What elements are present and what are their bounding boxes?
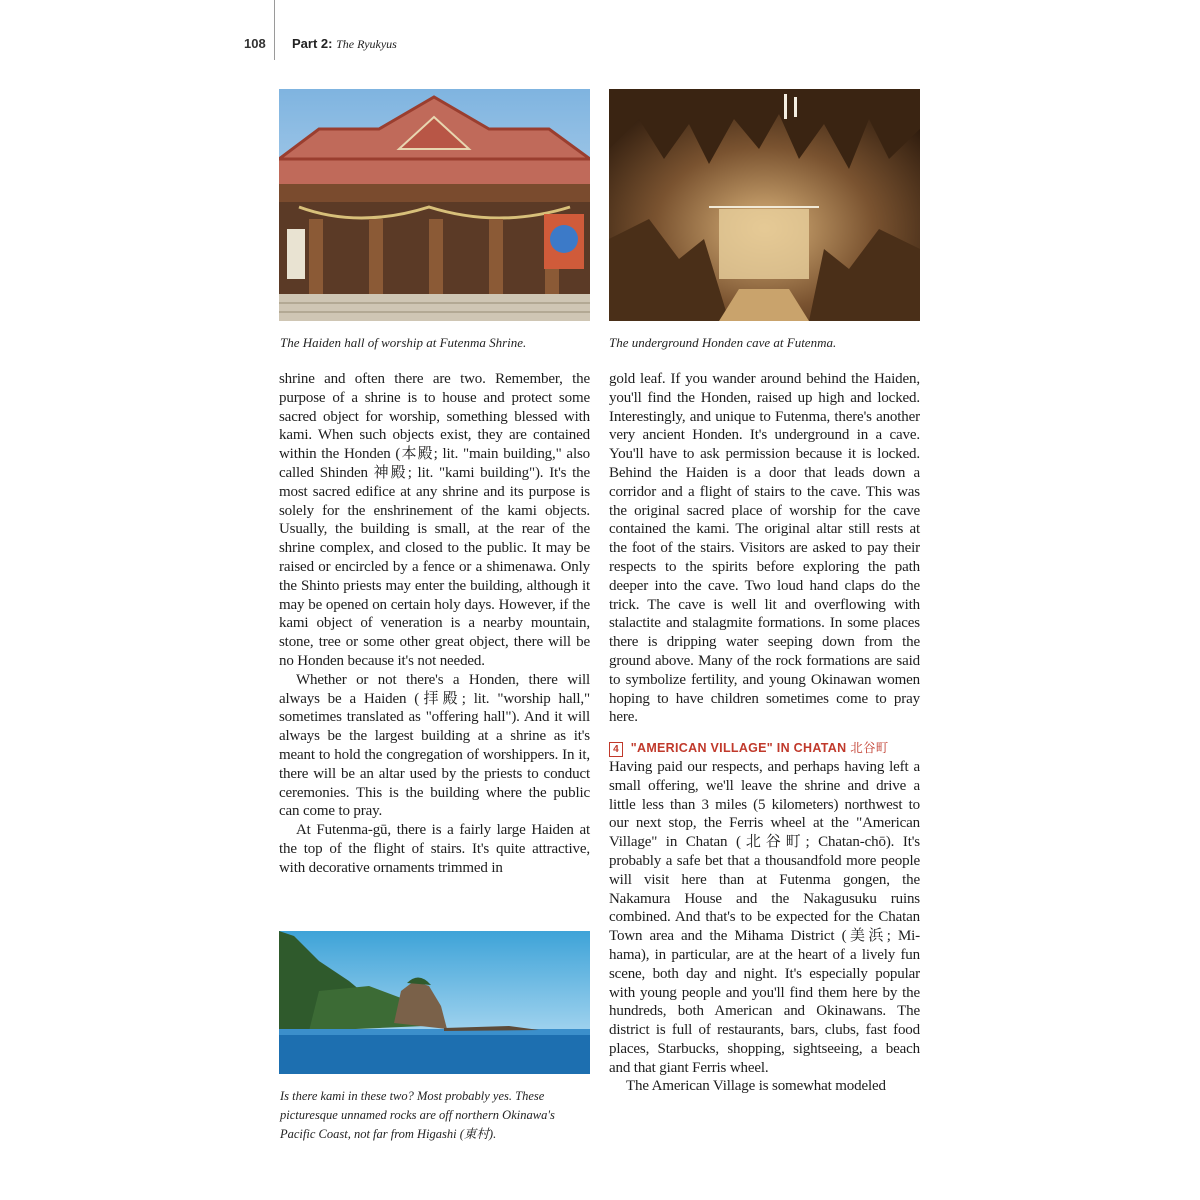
haiden-caption: The Haiden hall of worship at Futenma Shrine. xyxy=(280,335,527,350)
section-number: 4 xyxy=(609,742,623,757)
haiden-photo xyxy=(279,89,590,321)
part-label: Part 2: The Ryukyus xyxy=(292,36,397,51)
right-paragraph-1: gold leaf. If you wander around behind the Haiden, you'll find the Honden, raised up high and locked. Interestingly, and unique to Futenma, there's another very ancient Honden. It's underground in a cave. You'll have to ask permission because it is locked. Behind the Haiden is a door that leads down a corridor and a flight of stairs to the cave. This was the original sacred place of worship for the cave contained the kami. The original altar still rests at the foot of the stairs. Visitors are asked to pay their respects to the spirits before exploring the path deeper into the cave. Two loud hand claps do the trick. The cave is well lit and overflowing with stalactite and stalagmite formations. In some places there is dripping water seeping down from the ground above. Many of the rock formations are said to symbolize fertility, and young Okinawan women hoping to have children sometimes come to pray here. xyxy=(609,371,920,726)
section-heading xyxy=(609,739,920,758)
cave-photo xyxy=(609,89,920,321)
cave-caption: The underground Honden cave at Futenma. xyxy=(609,335,837,350)
section-kanji: 北谷町 xyxy=(850,740,889,756)
left-paragraph-3: At Futenma-gū, there is a fairly large Haiden at the top of the flight of stairs. It's quite attractive, with decorative ornaments trimmed in xyxy=(279,822,590,876)
right-paragraph-2: Having paid our respects, and perhaps having left a small offering, we'll leave the shrine and drive a little less than 3 miles (5 kilometers) northwest to our next stop, the Ferris wheel at the "American Village" in Chatan (北谷町; Chatan-chō). It's probably a safe bet that a thousandfold more people will visit here than at Futenma gongen, the Nakamura House and the Nakagusuku ruins combined. And that's to be expected for the Chatan Town area and the Mihama District (美浜; Mi-hama), in particular, are at the heart of a lively fun scene, both day and night. It's especially popular with young people and you'll find them here by the hundreds, both American and Okinawans. The district is full of restaurants, bars, clubs, fast food places, Starbucks, shopping, sightseeing, a beach and that giant Ferris wheel. xyxy=(609,758,920,1076)
cave-image xyxy=(609,89,920,321)
header-divider xyxy=(274,0,275,60)
rocks-image xyxy=(279,931,590,1074)
right-column xyxy=(609,370,920,1096)
haiden-image xyxy=(279,89,590,321)
right-paragraph-3: The American Village is somewhat modeled xyxy=(626,1078,886,1095)
rocks-caption: Is there kami in these two? Most probably yes. These picturesque unnamed rocks are off northern Okinawa's Pacific Coast, not far from Higashi (東村). xyxy=(280,1089,555,1141)
part-title: The Ryukyus xyxy=(336,37,397,51)
left-paragraph-2: Whether or not there's a Honden, there will always be a Haiden (拝殿; lit. "worship hall," sometimes translated as "offering hall"). And it will always be the largest building at a shrine as it's meant to hold the congregation of worshippers. In it, there will be an altar used by the priests to conduct ceremonies. This is the building where the public can come to pray. xyxy=(279,671,590,820)
page-number: 108 xyxy=(244,36,266,51)
left-paragraph-1: shrine and often there are two. Remember, the purpose of a shrine is to house and protect some sacred object for worship, something blessed with kami. When such objects exist, they are contained within the Honden (本殿; lit. "main building," also called Shinden 神殿; lit. "kami building"). It's the most sacred edifice at any shrine and its purpose is solely for the enshrinement of the kami objects. Usually, the building is small, at the rear of the shrine complex, and closed to the public. It may be raised or encircled by a fence or a shimenawa. Only the Shinto priests may enter the building, although it may be opened on certain holy days. However, if the kami object of veneration is a nearby mountain, stone, tree or some other great object, there will be no Honden because it's not needed. xyxy=(279,371,590,669)
left-column xyxy=(279,370,590,878)
section-title: "AMERICAN VILLAGE" IN CHATAN xyxy=(630,741,847,756)
rocks-photo xyxy=(279,931,590,1074)
